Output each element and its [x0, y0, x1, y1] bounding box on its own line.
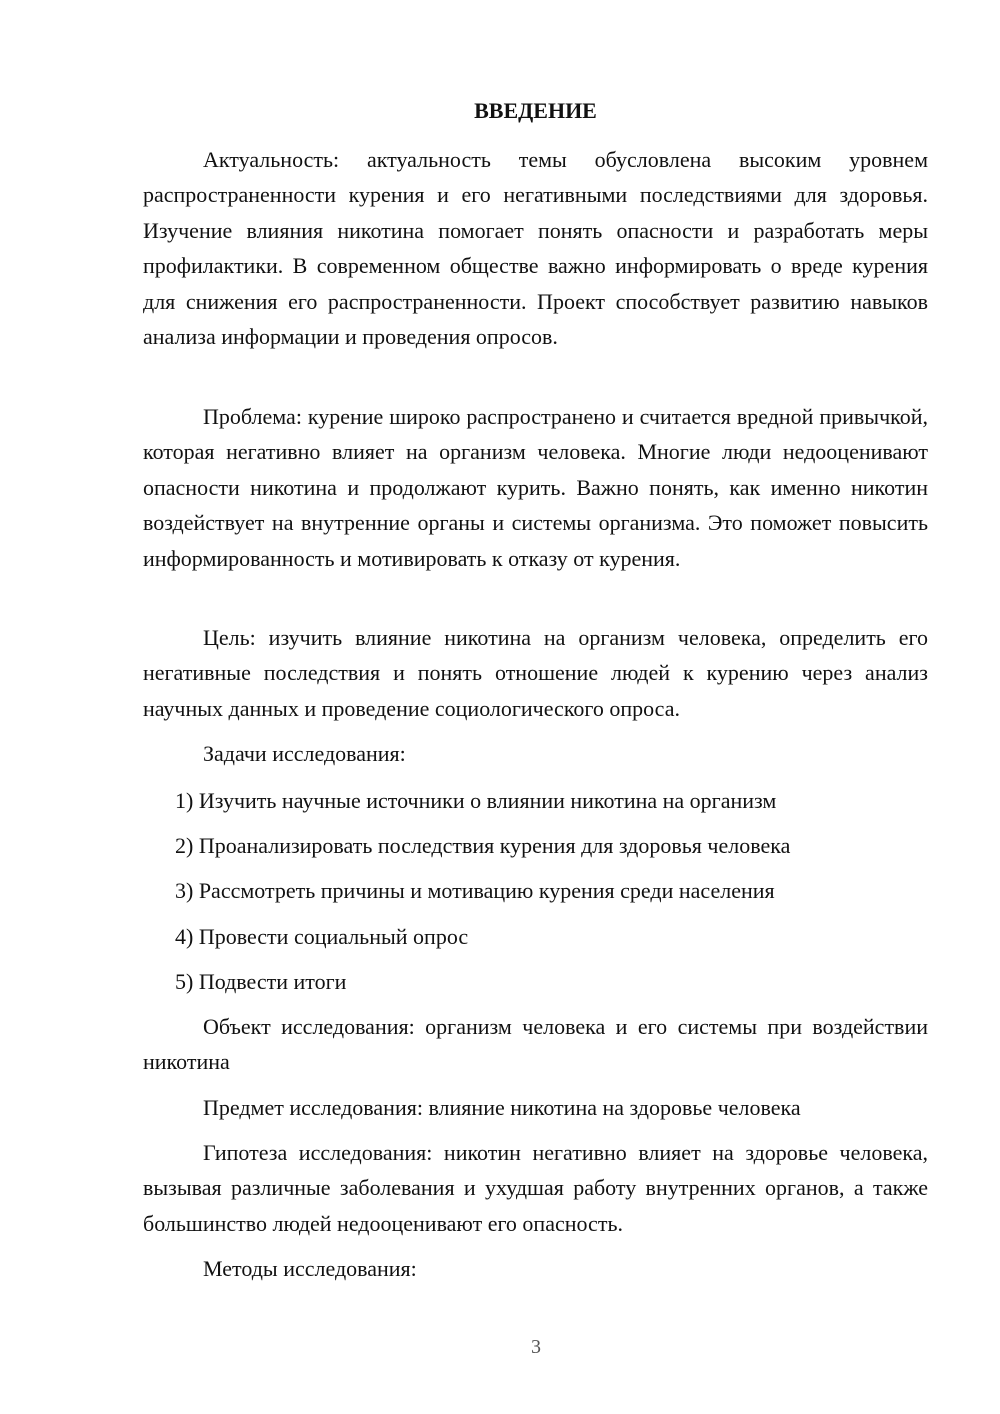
- paragraph-hypothesis: Гипотеза исследования: никотин негативно влияет на здоровье человека, вызывая различные заболевания и ухудшая работу внутренних органов, а также большинство людей недооценивают его опасность.: [143, 1140, 928, 1236]
- list-item: 5) Подвести итоги: [175, 969, 347, 994]
- paragraph-subject: Предмет исследования: влияние никотина на здоровье человека: [203, 1095, 801, 1120]
- page-number: 3: [531, 1336, 541, 1358]
- tasks-title: Задачи исследования:: [203, 741, 406, 766]
- list-item: 3) Рассмотреть причины и мотивацию курения среди населения: [175, 878, 775, 903]
- list-item: 2) Проанализировать последствия курения для здоровья человека: [175, 833, 791, 858]
- methods-title: Методы исследования:: [203, 1256, 417, 1281]
- page-title: ВВЕДЕНИЕ: [474, 98, 597, 123]
- paragraph-object: Объект исследования: организм человека и его системы при воздействии никотина: [143, 1014, 928, 1075]
- list-item: 1) Изучить научные источники о влиянии никотина на организм: [175, 788, 777, 813]
- list-item: 4) Провести социальный опрос: [175, 924, 469, 949]
- paragraph-problem: Проблема: курение широко распространено и считается вредной привычкой, которая негативно влияет на организм человека. Многие люди недооценивают опасности никотина и продолжают курить. Важно понять, как именно никотин воздействует на внутренние органы и системы организма. Это поможет повысить информированность и мотивировать к отказу от курения.: [143, 404, 928, 571]
- paragraph-relevance: Актуальность: актуальность темы обусловлена высоким уровнем распространенности курения и его негативными последствиями для здоровья. Изучение влияния никотина помогает понять опасности и разработать меры профилактики. В современном обществе важно информировать о вреде курения для снижения его распространенности. Проект способствует развитию навыков анализа информации и проведения опросов.: [143, 147, 928, 350]
- paragraph-goal: Цель: изучить влияние никотина на организм человека, определить его негативные последствия и понять отношение людей к курению через анализ научных данных и проведение социологического опроса.: [143, 625, 928, 721]
